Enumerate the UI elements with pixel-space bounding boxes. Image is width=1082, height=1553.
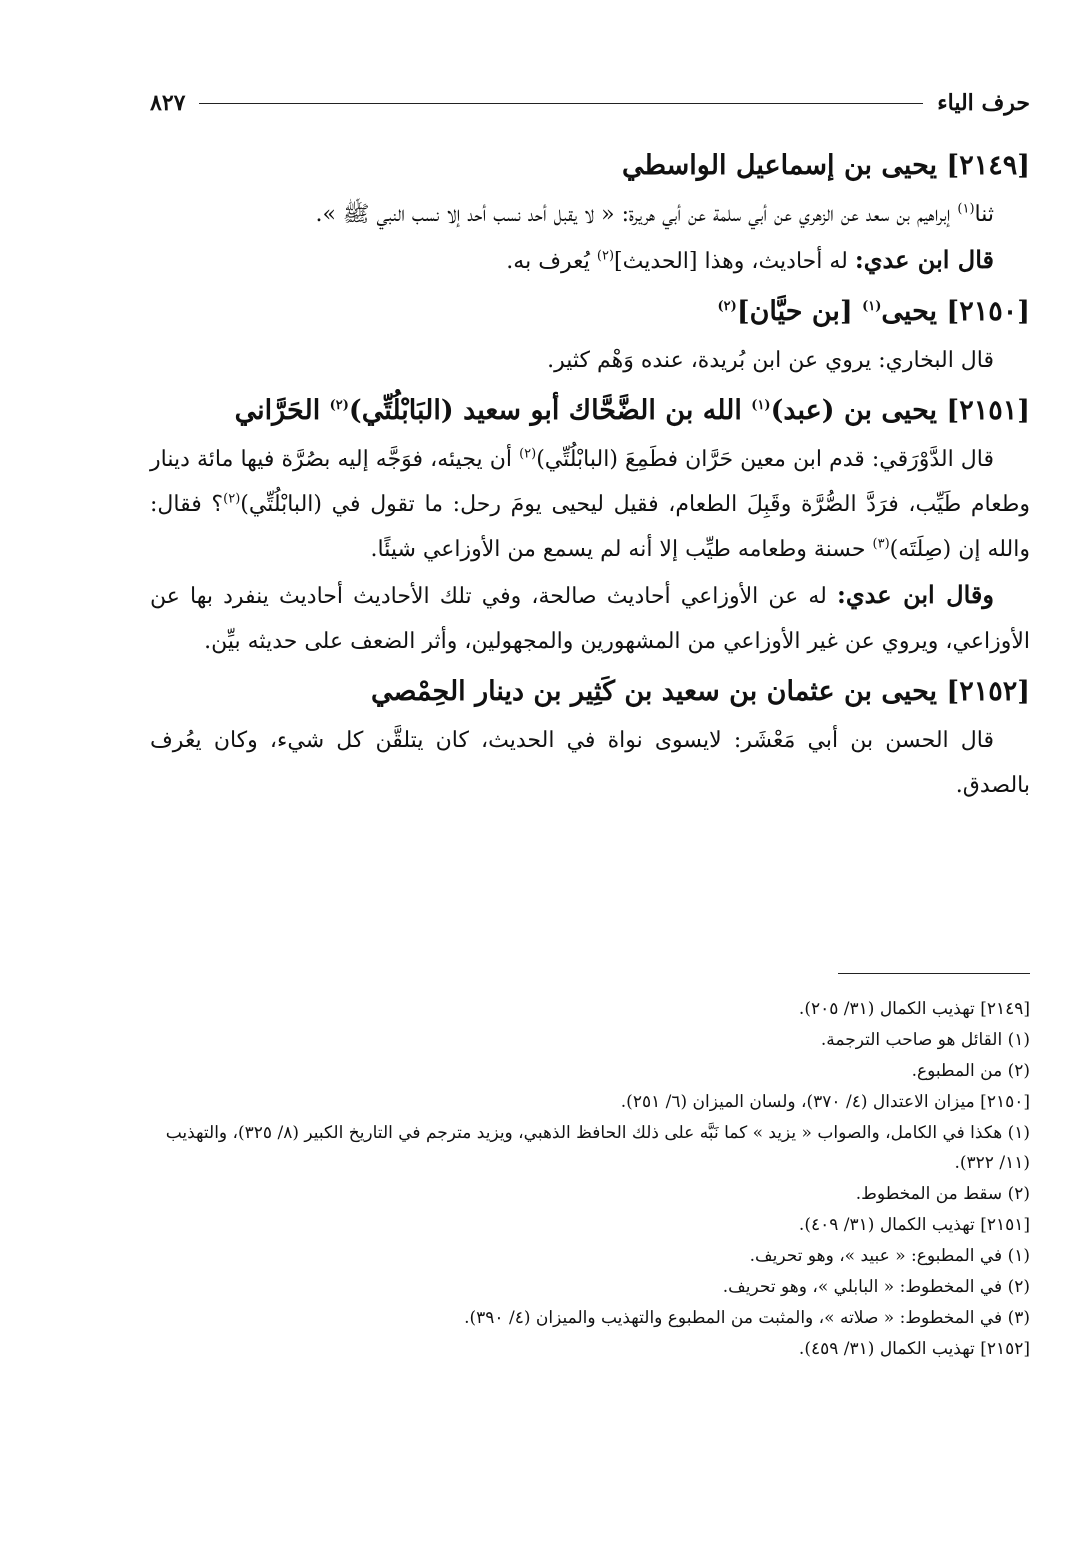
footnote: (١) في المطبوع: « عبيد »، وهو تحريف. — [749, 1246, 1030, 1266]
footnote-ref: (٢) — [223, 491, 241, 507]
entry-title-2151: [٢١٥١] يحيى بن (عبد)$^{(١)}$ الله بن الضَّحَّاك أبو سعيد (البَابْلُتِّي)$^{(٢)}$ الحَرَّاني — [234, 395, 1030, 426]
footnote: (٣) في المخطوط: « صلاته »، والمثبت من المطبوع والتهذيب والميزان (٤/ ٣٩٠). — [464, 1308, 1030, 1328]
entry-2151-text: قال الدَّوْرَقي: قدم ابن معين حَرَّان فطَمِعَ (البابْلُتِّي)$^{(٢)}$ أن يجيئه، فوَجَّه إليه بصُرَّة فيها مائة دينار وطعام طَيِّب، فرَدَّ الصُّرَّة وقَبِلَ الطعام، فقيل ليحيى يومَ رحل: ما تقول في (البابْلُتِّي)$^{(٢)}$؟ فقال: والله إن (صِلَتَه)$^{(٣)}$ حسنة وطعامه طيِّب إلا أنه لم يسمع من الأوزاعي شيئًا. — [150, 446, 1031, 562]
footnote: (١) هكذا في الكامل، والصواب « يزيد » كما نَبَّه على ذلك الحافظ الذهبي، ويزيد مترجم في التاريخ الكبير (٨/ ٣٢٥)، والتهذيب (١١/ ٣٢٢). — [165, 1123, 1030, 1173]
speaker-label: وقال ابن عدي: — [837, 580, 994, 609]
entry-title-2149: [٢١٤٩] يحيى بن إسماعيل الواسطي — [622, 150, 1030, 181]
footnote: [٢١٥١] تهذيب الكمال (٣١/ ٤٠٩). — [798, 1215, 1030, 1235]
footnote: [٢١٥٠] ميزان الاعتدال (٤/ ٣٧٠)، ولسان الميزان (٦/ ٢٥١). — [620, 1092, 1030, 1112]
footnote-separator — [838, 973, 1030, 974]
footnote-ref: (٢) — [519, 446, 537, 462]
footnote-ref: (١) — [957, 201, 975, 217]
entry-2149-comment: قال ابن عدي: له أحاديث، وهذا [الحديث]$^{(٢)}$ يُعرف به. — [506, 245, 994, 274]
footnotes — [150, 994, 1030, 1365]
footnote: [٢١٤٩] تهذيب الكمال (٣١/ ٢٠٥). — [798, 999, 1030, 1019]
footnote-ref: (١) — [751, 398, 771, 413]
page-number: ٨٢٧ — [150, 90, 186, 116]
entry-2151-comment: وقال ابن عدي: له عن الأوزاعي أحاديث صالحة، وفي تلك الأحاديث أحاديث ينفرد بها عن الأوزاعي، ويروي عن غير الأوزاعي من المشهورين والمجهولين، وأثر الضعف على حديثه بيِّن. — [150, 580, 1030, 654]
chapter-title: حرف الياء — [937, 90, 1030, 116]
footnote-ref: (٢) — [596, 248, 615, 264]
footnote: (٢) من المطبوع. — [911, 1061, 1030, 1081]
footnote: (١) القائل هو صاحب الترجمة. — [820, 1030, 1030, 1050]
entry-2149-text: ثنا$^{(١)}$ إبراهيم بن سعد عن الزهري عن أبي سلمة عن أبي هريرة: « لا يقبل أحد نسب أحد إلا نسب النبي ﷺ ». — [315, 201, 994, 227]
entry-title-2150: [٢١٥٠] يحيى$^{(١)}$ [بن حيَّان]$^{(٢)}$ — [717, 296, 1030, 327]
footnote-ref: (١) — [862, 299, 882, 314]
running-header — [150, 88, 1030, 118]
entry-title-2152: [٢١٥٢] يحيى بن عثمان بن سعيد بن كَثِير بن دينار الحِمْصي — [370, 676, 1030, 707]
footnote-ref: (٢) — [717, 299, 737, 314]
footnote: (٢) سقط من المخطوط. — [855, 1184, 1030, 1204]
footnote-ref: (٣) — [872, 536, 890, 552]
footnote-ref: (٢) — [329, 398, 349, 413]
entry-2150-text: قال البخاري: يروي عن ابن بُريدة، عنده وَهْم كثير. — [547, 348, 994, 373]
main-text — [150, 138, 1030, 808]
footnote: [٢١٥٢] تهذيب الكمال (٣١/ ٤٥٩). — [798, 1339, 1030, 1359]
entry-2152-text: قال الحسن بن أبي مَعْشَر: لايسوى نواة في الحديث، كان يتلقَّن كل شيء، وكان يعُرف بالصدق. — [150, 728, 1030, 798]
header-rule — [199, 103, 923, 104]
speaker-label: قال ابن عدي: — [854, 245, 994, 274]
footnote: (٢) في المخطوط: « البابلي »، وهو تحريف. — [722, 1277, 1030, 1297]
